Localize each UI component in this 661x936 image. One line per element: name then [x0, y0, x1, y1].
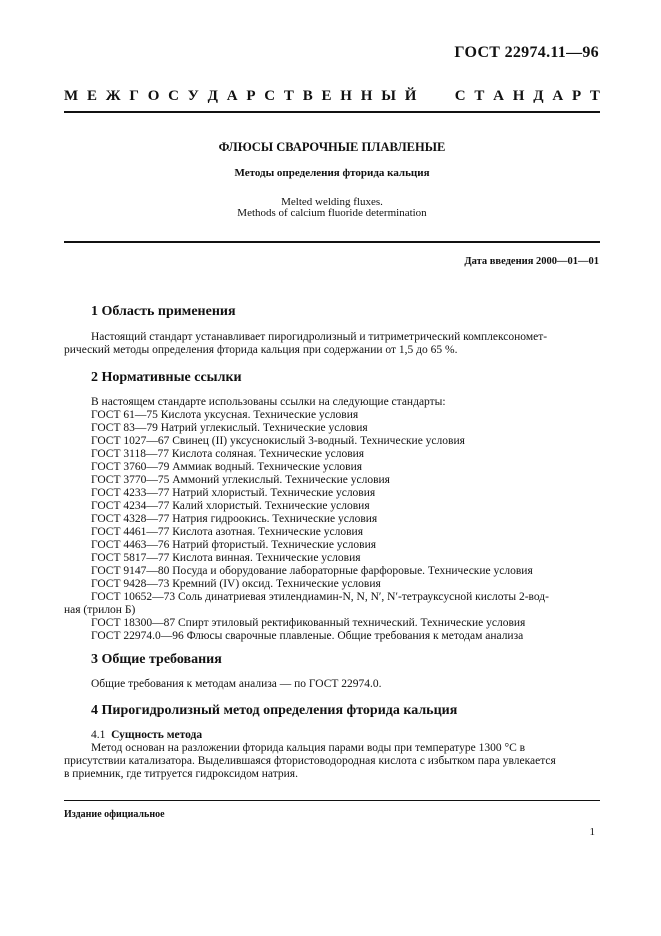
- reference-item: ГОСТ 4234—77 Калий хлористый. Технические условия: [91, 500, 370, 512]
- banner-letter: [425, 88, 431, 105]
- section-3-heading: 3 Общие требования: [91, 652, 222, 667]
- reference-item: ГОСТ 10652—73 Соль динатриевая этилендиамин-N, N, N′, N′-тетрауксусной кислоты 2-вод-: [91, 591, 549, 603]
- title-rule: [64, 241, 600, 243]
- english-title-line-2: Methods of calcium fluoride determination: [237, 207, 427, 219]
- banner-letter: Н: [512, 88, 525, 104]
- reference-item: ГОСТ 9147—80 Посуда и оборудование лабораторные фарфоровые. Технические условия: [91, 565, 533, 577]
- banner-letter: А: [226, 88, 238, 104]
- section-2-intro: В настоящем стандарте использованы ссылки на следующие стандарты:: [91, 396, 446, 408]
- banner-letter: Д: [533, 88, 544, 104]
- reference-item: ГОСТ 5817—77 Кислота винная. Технические условия: [91, 552, 361, 564]
- reference-item: ГОСТ 9428—73 Кремний (IV) оксид. Технические условия: [91, 578, 381, 590]
- banner-letter: А: [493, 88, 504, 104]
- subsection-4-1-title: [91, 729, 202, 741]
- standard-code: ГОСТ 22974.11—96: [454, 44, 599, 61]
- banner-letter: С: [454, 88, 466, 104]
- footer-rule: [64, 800, 600, 801]
- banner-letter: Т: [283, 88, 294, 104]
- banner-letter: В: [302, 88, 313, 104]
- banner-letter: Д: [207, 88, 218, 104]
- section-4-line-3: в приемник, где титруется гидроксидом натрия.: [64, 768, 298, 780]
- banner-letter: Н: [340, 88, 352, 104]
- banner-letter: Й: [404, 88, 417, 104]
- reference-item: ГОСТ 61—75 Кислота уксусная. Технические условия: [91, 409, 359, 421]
- edition-note: Издание официальное: [64, 809, 165, 820]
- section-4-heading: 4 Пирогидролизный метод определения фторида кальция: [91, 703, 458, 718]
- reference-item: ГОСТ 18300—87 Спирт этиловый ректификованный технический. Технические условия: [91, 617, 526, 629]
- banner-letter: Т: [474, 88, 485, 104]
- section-3-text: Общие требования к методам анализа — по ГОСТ 22974.0.: [91, 678, 382, 690]
- banner-letter: Т: [589, 88, 600, 104]
- section-1-heading: 1 Область применения: [91, 304, 236, 319]
- reference-continuation: ная (трилон Б): [64, 604, 136, 616]
- banner-letter: О: [147, 88, 160, 104]
- banner-letter: С: [264, 88, 276, 104]
- reference-item: ГОСТ 3770—75 Аммоний углекислый. Технические условия: [91, 474, 390, 486]
- banner-letter: [440, 88, 446, 105]
- reference-item: ГОСТ 1027—67 Свинец (II) уксуснокислый 3-водный. Технические условия: [91, 435, 465, 447]
- banner-letter: Р: [571, 88, 582, 104]
- banner-letter: М: [64, 88, 79, 104]
- banner-letter: Р: [246, 88, 256, 104]
- top-rule: [64, 111, 600, 113]
- banner-letter: Г: [129, 88, 139, 104]
- banner-letter: У: [187, 88, 199, 104]
- reference-item: ГОСТ 83—79 Натрий углекислый. Технические условия: [91, 422, 368, 434]
- interstate-standard-banner: [64, 88, 600, 105]
- reference-item: ГОСТ 4328—77 Натрия гидроокись. Технические условия: [91, 513, 378, 525]
- section-4-line-2: присутствии катализатора. Выделившаяся фтористоводородная кислота с избытком пара увлекается: [64, 755, 556, 767]
- banner-letter: Н: [360, 88, 373, 104]
- banner-letter: Е: [321, 88, 332, 104]
- reference-item: ГОСТ 3118—77 Кислота соляная. Технические условия: [91, 448, 365, 460]
- banner-letter: А: [552, 88, 564, 104]
- reference-item: ГОСТ 22974.0—96 Флюсы сварочные плавленые. Общие требования к методам анализа: [91, 630, 524, 642]
- section-4-line-1: Метод основан на разложении фторида кальция парами воды при температуре 1300 °С в: [91, 742, 526, 754]
- banner-letter: Ы: [381, 88, 396, 104]
- subsection-title: Сущность метода: [111, 729, 203, 741]
- section-1-line-2: рический методы определения фторида кальция при содержании от 1,5 до 65 %.: [64, 344, 458, 356]
- english-title-line-1: Melted welding fluxes.: [281, 196, 383, 208]
- reference-item: ГОСТ 4233—77 Натрий хлористый. Технические условия: [91, 487, 376, 499]
- banner-letter: Е: [86, 88, 97, 104]
- page-number: 1: [589, 826, 595, 838]
- reference-item: ГОСТ 4461—77 Кислота азотная. Технические условия: [91, 526, 363, 538]
- banner-letter: С: [168, 88, 179, 104]
- document-subtitle: Методы определения фторида кальция: [234, 167, 430, 179]
- section-1-line-1: Настоящий стандарт устанавливает пирогидролизный и титриметрический комплексономет-: [91, 331, 548, 343]
- introduction-date: Дата введения 2000—01—01: [464, 256, 599, 267]
- reference-item: ГОСТ 3760—79 Аммиак водный. Технические условия: [91, 461, 363, 473]
- section-2-heading: 2 Нормативные ссылки: [91, 370, 242, 385]
- banner-letter: Ж: [105, 88, 121, 104]
- subsection-number: 4.1: [91, 729, 106, 741]
- document-title: ФЛЮСЫ СВАРОЧНЫЕ ПЛАВЛЕНЫЕ: [218, 140, 446, 154]
- reference-item: ГОСТ 4463—76 Натрий фтористый. Технические условия: [91, 539, 377, 551]
